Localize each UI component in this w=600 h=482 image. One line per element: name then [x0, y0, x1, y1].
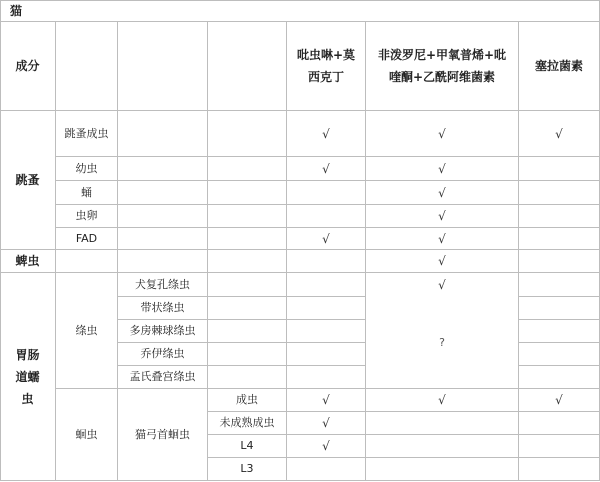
check-mark: √ — [322, 439, 330, 453]
subgroup-tapeworm: 绦虫 — [75, 323, 98, 337]
row-flea-larva: 幼虫 — [75, 161, 98, 175]
row-dipylidium: 犬复孔绦虫 — [135, 277, 190, 291]
row-mesocestoides: 孟氏叠宫绦虫 — [129, 370, 196, 383]
header-imidacloprid-moxidectin: 吡虫啉+莫西克丁 — [296, 48, 356, 84]
row-flea-egg: 虫卵 — [75, 209, 98, 222]
check-mark: √ — [322, 416, 330, 430]
row-adult: 成虫 — [236, 393, 258, 406]
check-mark: √ — [322, 231, 330, 246]
check-mark: √ — [555, 126, 563, 141]
check-mark: √ — [438, 209, 446, 223]
check-mark: √ — [438, 277, 446, 292]
group-tick: 蜱虫 — [15, 254, 40, 268]
group-flea: 跳蚤 — [15, 173, 40, 187]
check-mark: √ — [438, 126, 446, 141]
species-cat-roundworm: 猫弓首蛔虫 — [135, 427, 190, 441]
row-taenia: 带状绦虫 — [140, 301, 185, 314]
table-title: 猫 — [10, 4, 23, 18]
check-mark: √ — [438, 231, 446, 246]
row-flea-adult: 跳蚤成虫 — [64, 126, 109, 140]
check-mark: √ — [438, 185, 446, 200]
check-mark: √ — [438, 254, 446, 268]
check-mark: √ — [322, 126, 330, 141]
group-gi-worms: 胃肠道蠕虫 — [15, 347, 40, 406]
check-mark: √ — [322, 161, 330, 176]
check-mark: √ — [438, 161, 446, 176]
row-fad: FAD — [75, 231, 98, 245]
row-l4: L4 — [240, 439, 254, 452]
check-mark: √ — [555, 393, 563, 407]
unknown-mark: ? — [439, 335, 445, 349]
header-ingredient: 成分 — [15, 59, 40, 73]
row-joyeuxiella: 乔伊绦虫 — [140, 347, 185, 360]
check-mark: √ — [322, 393, 330, 407]
header-fipronil-combo: 非泼罗尼+甲氧普烯+吡喹酮+乙酰阿维菌素 — [377, 48, 507, 84]
row-flea-pupa: 蛹 — [81, 185, 92, 199]
check-mark: √ — [438, 393, 446, 407]
subgroup-roundworm: 蛔虫 — [75, 427, 98, 441]
row-l3: L3 — [240, 462, 254, 475]
row-immature: 未成熟成虫 — [219, 416, 275, 429]
row-echinococcus: 多房棘球绦虫 — [129, 324, 196, 337]
header-selamectin: 塞拉菌素 — [534, 59, 583, 73]
